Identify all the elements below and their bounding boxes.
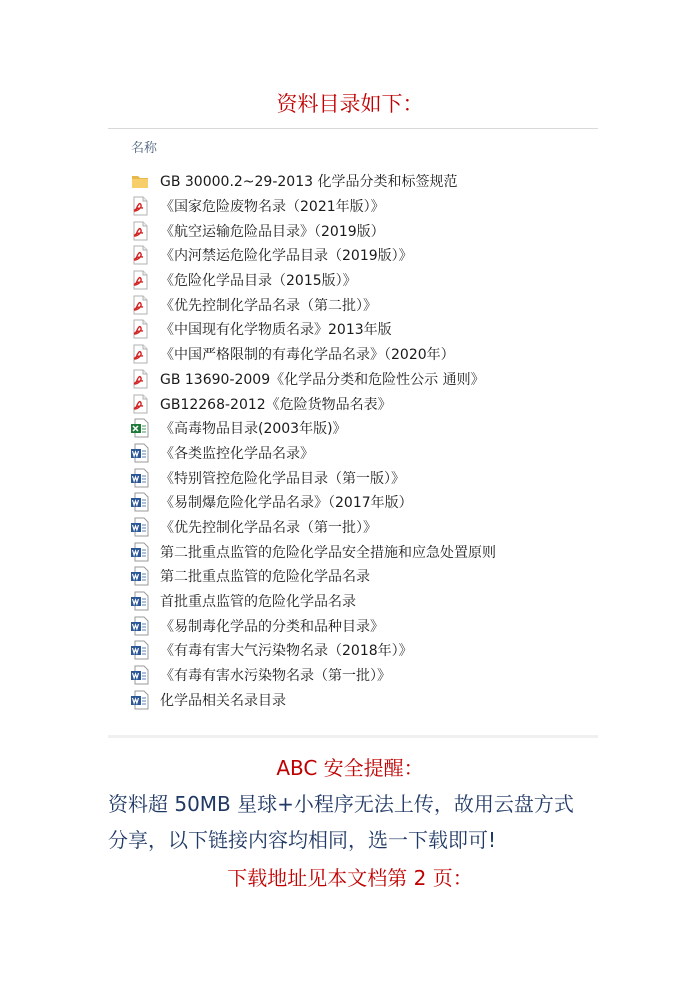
file-name: 《易制爆危险化学品名录》（2017年版） <box>160 495 413 512</box>
file-row[interactable] <box>130 317 496 342</box>
reminder-title: ABC 安全提醒： <box>276 756 424 780</box>
file-name: 《高毒物品目录(2003年版)》 <box>160 421 347 438</box>
file-row[interactable] <box>130 663 496 688</box>
file-row[interactable] <box>130 416 496 441</box>
file-name: 《有毒有害水污染物名录（第一批）》 <box>160 668 391 685</box>
pdf-file-icon <box>130 245 150 265</box>
file-name: 《内河禁运危险化学品目录（2019版）》 <box>160 248 413 265</box>
file-row[interactable] <box>130 194 496 219</box>
word-file-icon <box>130 616 150 636</box>
excel-file-icon <box>130 418 150 438</box>
file-row[interactable] <box>130 292 496 317</box>
file-row[interactable] <box>130 638 496 663</box>
word-file-icon <box>130 566 150 586</box>
name-column-header[interactable]: 名称 <box>131 141 158 156</box>
file-row[interactable] <box>130 342 496 367</box>
file-name: 第二批重点监管的危险化学品安全措施和应急处置原则 <box>160 544 496 561</box>
file-row[interactable] <box>130 564 496 589</box>
pdf-file-icon <box>130 369 150 389</box>
file-row[interactable] <box>130 218 496 243</box>
pdf-file-icon <box>130 295 150 315</box>
file-name: 《中国严格限制的有毒化学品名录》（2020年） <box>160 347 455 364</box>
file-list <box>130 169 496 712</box>
file-row[interactable] <box>130 515 496 540</box>
file-name: 化学品相关名录目录 <box>160 692 286 709</box>
file-row[interactable] <box>130 268 496 293</box>
page-title: 资料目录如下： <box>276 92 424 116</box>
pdf-file-icon <box>130 344 150 364</box>
file-explorer-panel <box>108 128 598 738</box>
file-name: GB 13690-2009《化学品分类和危险性公示 通则》 <box>160 371 485 388</box>
file-name: 《有毒有害大气污染物名录（2018年）》 <box>160 643 413 660</box>
download-note: 下载地址见本文档第 2 页： <box>227 866 473 890</box>
file-name: 《航空运输危险品目录》（2019版） <box>160 223 385 240</box>
pdf-file-icon <box>130 270 150 290</box>
word-file-icon <box>130 468 150 488</box>
file-name: 《优先控制化学品名录（第一批）》 <box>160 519 377 536</box>
word-file-icon <box>130 591 150 611</box>
pdf-file-icon <box>130 319 150 339</box>
pdf-file-icon <box>130 221 150 241</box>
file-row[interactable] <box>130 539 496 564</box>
file-name: GB12268-2012《危险货物品名表》 <box>160 396 392 413</box>
word-file-icon <box>130 542 150 562</box>
file-row[interactable] <box>130 589 496 614</box>
file-row[interactable] <box>130 367 496 392</box>
file-name: 《优先控制化学品名录（第二批）》 <box>160 297 377 314</box>
file-row[interactable] <box>130 169 496 194</box>
file-row[interactable] <box>130 441 496 466</box>
folder-icon <box>130 171 150 191</box>
file-row[interactable] <box>130 391 496 416</box>
word-file-icon <box>130 492 150 512</box>
file-row[interactable] <box>130 613 496 638</box>
file-name: 《各类监控化学品名录》 <box>160 445 314 462</box>
file-row[interactable] <box>130 243 496 268</box>
file-name: 第二批重点监管的危险化学品名录 <box>160 569 370 586</box>
file-name: 《危险化学品目录（2015版）》 <box>160 273 357 290</box>
word-file-icon <box>130 517 150 537</box>
file-row[interactable] <box>130 687 496 712</box>
file-name: 《中国现有化学物质名录》2013年版 <box>160 322 392 339</box>
pdf-file-icon <box>130 196 150 216</box>
word-file-icon <box>130 690 150 710</box>
file-row[interactable] <box>130 465 496 490</box>
word-file-icon <box>130 640 150 660</box>
file-name: 《易制毒化学品的分类和品种目录》 <box>160 618 384 635</box>
file-name: GB 30000.2~29-2013 化学品分类和标签规范 <box>160 174 458 191</box>
file-row[interactable] <box>130 490 496 515</box>
file-name: 《特别管控危险化学品目录（第一版）》 <box>160 470 405 487</box>
pdf-file-icon <box>130 394 150 414</box>
word-file-icon <box>130 443 150 463</box>
file-name: 《国家危险废物名录（2021年版）》 <box>160 199 385 216</box>
word-file-icon <box>130 665 150 685</box>
file-name: 首批重点监管的危险化学品名录 <box>160 594 356 611</box>
reminder-line-2: 分享，以下链接内容均相同，选一下载即可! <box>108 828 497 852</box>
reminder-line-1: 资料超 50MB 星球+小程序无法上传，故用云盘方式 <box>108 792 574 816</box>
